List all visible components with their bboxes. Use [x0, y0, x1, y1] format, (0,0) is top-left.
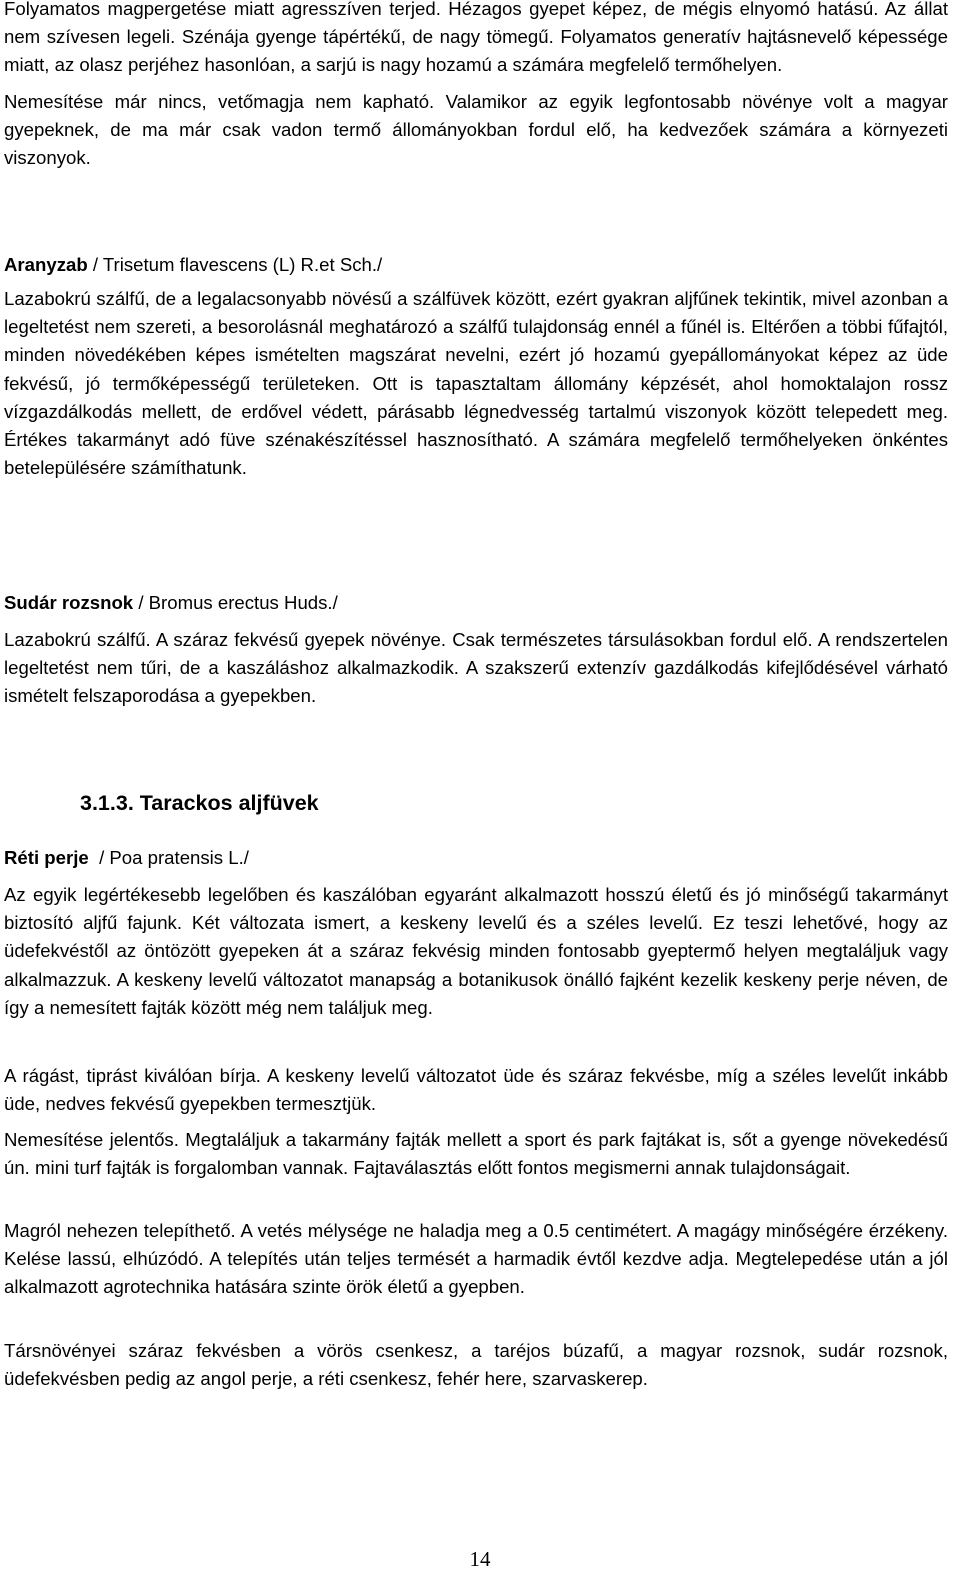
intro-block	[4, 0, 948, 172]
species-latin: / Trisetum flavescens (L) R.et Sch./	[87, 254, 383, 275]
paragraph-reti-perje-4: Magról nehezen telepíthető. A vetés mélysége ne haladja meg a 0.5 centimétert. A magágy minőségére érzékeny. Kelése lassú, elhúzódó. A telepítés után teljes termését a harmadik évtől kezdve adja. Megtelepedése után a jól alkalmazott agrotechnika hatására szinte örök életű a gyepben.	[4, 1220, 948, 1298]
paragraph-reti-perje-5: Társnövényei száraz fekvésben a vörös csenkesz, a taréjos búzafű, a magyar rozsnok, sudár rozsnok, üdefekvésben pedig az angol perje, a réti csenkesz, fehér here, szarvaskerep.	[4, 1340, 948, 1390]
species-name: Réti perje	[4, 847, 89, 868]
paragraph-aranyzab: Lazabokrú szálfű, de a legalacsonyabb növésű a szálfüvek között, ezért gyakran aljfűnek tekintik, mivel azonban a legeltetést nem szereti, a besorolásnál meghatározó a szálfű tulajdonság ennél a fűnél is. Eltérően a többi fűfajtól, minden növedékében képes ismételten magszárat nevelni, ezért jó hozamú gyepállományokat képez az üde fekvésű, jó termőképességű területeken. Ott is tapasztaltam állomány képzését, ahol homoktalajon rossz vízgazdálkodás mellett, de erdővel védett, párásabb légnedvesség tartalmú viszonyok között telepedett meg. Értékes takarmányt adó füve szénakészítéssel hasznosítható. A számára megfelelő termőhelyeken önkéntes betelepülésére számíthatunk.	[4, 288, 948, 479]
species-name: Sudár rozsnok	[4, 592, 134, 613]
paragraph-sudar-rozsnok: Lazabokrú szálfű. A száraz fekvésű gyepek növénye. Csak természetes társulásokban fordul elő. A rendszertelen legeltetést nem tűri, de a kaszáláshoz alkalmazkodik. A szakszerű extenzív gazdálkodás kifejlődésével várható ismételt felszaporodása a gyepekben.	[4, 629, 948, 707]
species-latin: / Poa pratensis L./	[88, 847, 249, 868]
paragraph-reti-perje-2: A rágást, tiprást kiválóan bírja. A keskeny levelű változatot üde és száraz fekvésbe, míg a széles levelűt inkább üde, nedves fekvésű gyepekben termesztjük.	[4, 1065, 948, 1115]
section-title: 3.1.3. Tarackos aljfüvek	[80, 791, 319, 815]
paragraph-reti-perje-1: Az egyik legértékesebb legelőben és kaszálóban egyaránt alkalmazott hosszú életű és jó minőségű takarmányt biztosító aljfű fajunk. Két változata ismert, a keskeny levelű és a széles levelű. Ez teszi lehetővé, hogy az üdefekvéstől az öntözött gyepeken át a száraz fekvésig minden fontosabb gyeptermő helyen megtaláljuk vagy alkalmazzuk. A keskeny levelű változatot manapság a botanikusok önálló fajként kezelik keskeny perje néven, de így a nemesített fajták között még nem találjuk meg.	[4, 884, 948, 1018]
paragraph-intro-1: Folyamatos magpergetése miatt agresszíven terjed. Hézagos gyepet képez, de mégis elnyomó hatású. Az állat nem szívesen legeli. Szénája gyenge tápértékű, de nagy tömegű. Folyamatos generatív hajtásnevelő képessége miatt, az olasz perjéhez hasonlóan, a sarjú is nagy hozamú a számára megfelelő termőhelyen.	[4, 0, 948, 76]
species-name: Aranyzab	[4, 254, 88, 275]
species-heading-aranyzab	[4, 251, 382, 279]
paragraph-reti-perje-3: Nemesítése jelentős. Megtaláljuk a takarmány fajták mellett a sport és park fajtákat is, sőt a gyenge növekedésű ún. mini turf fajták is forgalomban vannak. Fajtaválasztás előtt fontos megismerni annak tulajdonságait.	[4, 1129, 948, 1179]
page-number: 14	[469, 1547, 491, 1571]
species-heading-sudar-rozsnok	[4, 589, 338, 617]
species-latin: / Bromus erectus Huds./	[133, 592, 338, 613]
paragraph-intro-2: Nemesítése már nincs, vetőmagja nem kapható. Valamikor az egyik legfontosabb növénye volt a magyar gyepeknek, de ma már csak vadon termő állományokban fordul elő, ha kedvezőek számára a környezeti viszonyok.	[4, 90, 948, 169]
species-heading-reti-perje	[4, 844, 249, 872]
